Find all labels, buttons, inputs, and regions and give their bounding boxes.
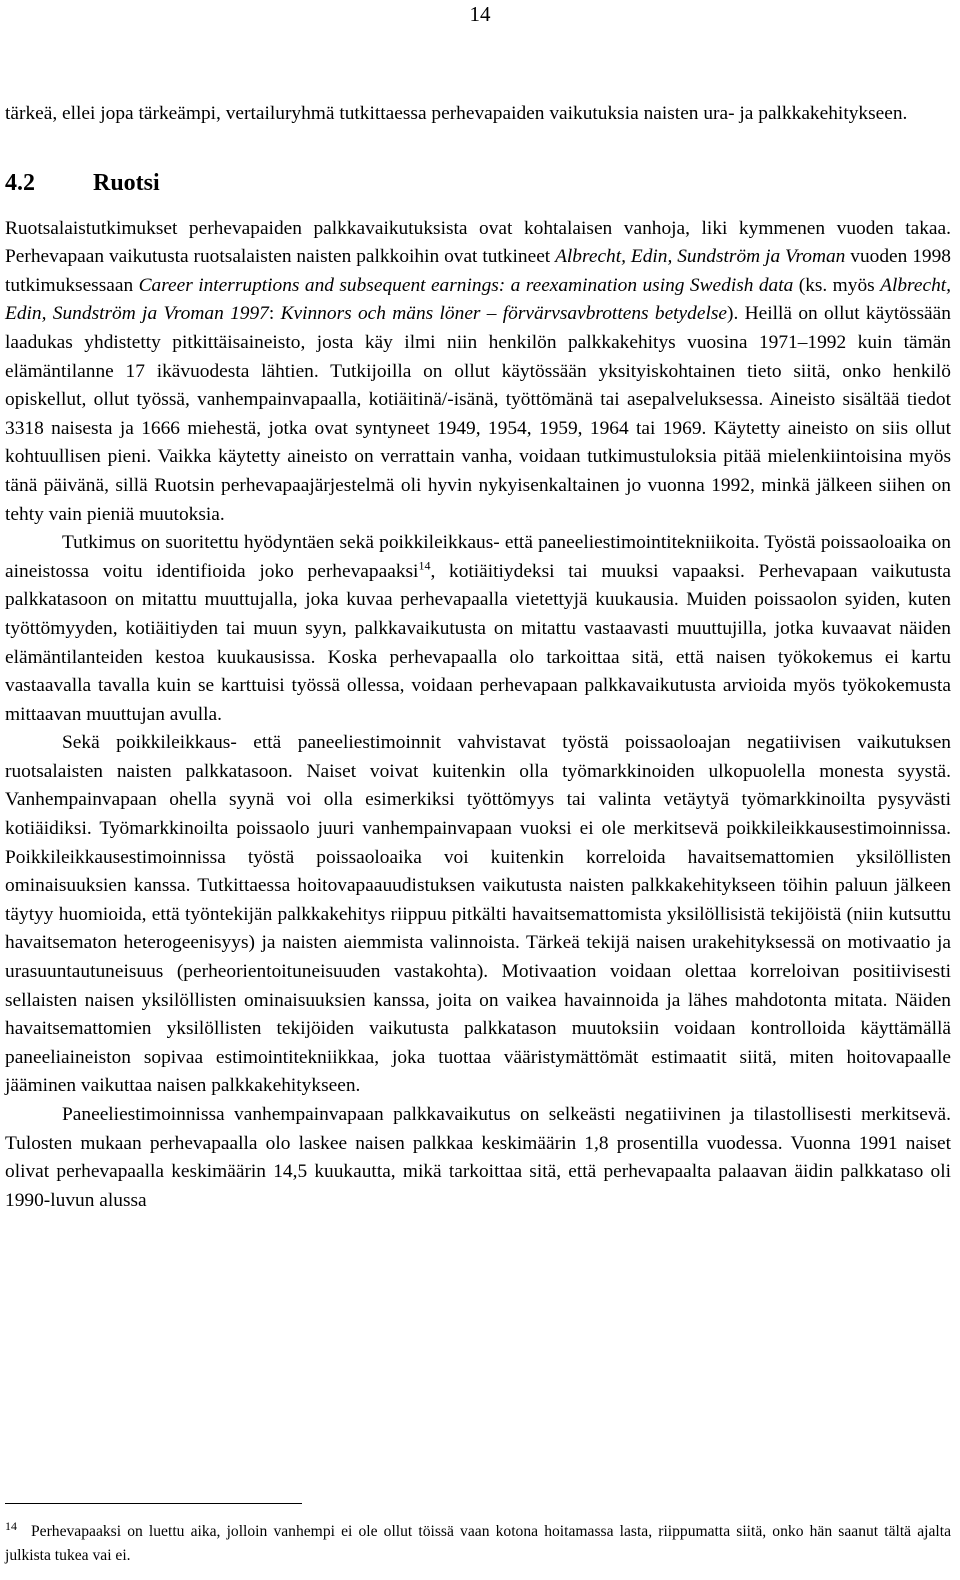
section-title: Ruotsi [93,169,160,196]
author-citation: Albrecht, Edin, Sundström ja Vroman 1997 [5,274,952,325]
section-number: 4.2 [5,169,35,196]
section-heading [5,169,951,197]
text-run: , kotiäitiydeksi tai muuksi vapaaksi. Perhevapaan vaikutusta palkkatasoon on mitattu muuttujalla, joka kuvaa perhevapaalla vietettyjä kuukausia. Muiden poissaolon syiden, kuten työttömyyden, kotiäitiyden tai muun syyn, palkkavaikutusta on mitattu vastaavasti muuttujilla, jotka kuvaavat näiden elämäntilanteiden kestoa kuukausissa. Koska perhevapaalla olo tarkoittaa sitä, että naisen työkokemus ei kartu vastaavalla tavalla kuin se karttuisi työssä ollessa, voidaan perhevapaan palkkavaikutusta arvioida myös työkokemusta mittaavan muuttujan avulla. [5,560,952,725]
footnote-mark: 14 [5,1518,17,1533]
footnote-reference: 14 [418,558,431,573]
paragraph-1 [5,215,951,530]
footnote [5,1520,951,1568]
text-run: vuoden 1998 tutkimuksessaan [5,246,951,296]
publication-title: Career interruptions and subsequent earnings: a reexamination using Swedish data [138,274,794,296]
text-run: (ks. myös [793,274,881,296]
footnote-divider [5,1503,302,1504]
text-run: Tutkimus on suoritettu hyödyntäen sekä poikkileikkaus- että paneeliestimointitekniikoita. Työstä poissaoloaika on aineistossa voitu identifioida joko perhevapaaksi [5,532,951,582]
text-run: Ruotsalaistutkimukset perhevapaiden palkkavaikutuksista ovat kohtalaisen vanhoja, liki kymmenen vuoden takaa. Perhevapaan vaikutusta ruotsalaisten naisten palkkoihin ovat tutkineet [5,217,951,268]
publication-title: Kvinnors och mäns löner – förvärvsavbrottens betydelse [280,303,728,325]
text-run: ). Heillä on ollut käytössään laadukas yhdistetty pitkittäisaineisto, josta käy ilmi niin henkilön palkkakehitys vuosina 1971–1992 kuin tämän elämäntilanne 17 ikävuodesta lähtien. Tutkijoilla on ollut käytössään yksityiskohtainen tieto siitä, onko henkilö opiskellut, ollut työssä, vanhempainvapaalla, kotiäitinä/-isänä, työttömänä tai asepalveluksessa. Aineisto sisältää tiedot 3318 naisesta ja 1666 miehestä, jotka ovat syntyneet 1949, 1954, 1959, 1964 tai 1969. Käytetty aineisto on siis ollut kohtuullisen pieni. Vaikka käytetty aineisto on verrattain vanha, voidaan tutkimustuloksia pitää mielenkiintoisina myös tänä päivänä, sillä Ruotsin perhevapaajärjestelmä oli hyvin nykyisenkaltainen jo vuonna 1992, minkä jälkeen siihen on tehty vain pieniä muutoksia. [5,303,951,525]
page-number: 14 [469,2,491,26]
text-run: : [268,303,281,325]
intro-paragraph: tärkeä, ellei jopa tärkeämpi, vertailuryhmä tutkittaessa perhevapaiden vaikutuksia naisten ura- ja palkkakehitykseen. [5,103,908,124]
paragraph-2 [5,529,951,729]
paragraph-3: Sekä poikkileikkaus- että paneeliestimoinnit vahvistavat työstä poissaoloajan negatiivisen vaikutuksen ruotsalaisten naisten palkkatasoon. Naiset voivat kuitenkin olla työmarkkinoiden ulkopuolella monesta syystä. Vanhempainvapaan ohella syynä voi olla esimerkiksi työttömyys tai valinta vetäytyä työmarkkinoilta pysyvästi kotiäidiksi. Työmarkkinoilta poissaolo juuri vanhempainvapaan vuoksi ei ole merkitsevä poikkileikkausestimoinnissa. Poikkileikkausestimoinnissa työstä poissaoloaika voi kuitenkin korreloida havaitsemattomien yksilöllisten ominaisuuksien kanssa. Tutkittaessa hoitovapaauudistuksen vaikutusta naisten palkkakehitykseen töihin paluun jälkeen täytyy huomioida, että työntekijän palkkakehitys riippuu pitkälti havaitsemattomista yksilöllisistä tekijöistä (niin kutsuttu havaitsematon heterogeenisyys) ja naisten aiemmista valinnoista. Tärkeä tekijä naisen urakehityksessä on motivaatio ja urasuuntautuneisuus (perheorientoituneisuuden vastakohta). Motivaation voidaan olettaa korreloivan positiivisesti sellaisten naisen yksilöllisten ominaisuuksien kanssa, joita on vaikea havainnoida ja lähes mahdotonta mitata. Näiden havaitsemattomien yksilöllisten tekijöiden vaikutusta palkkatason muutoksiin voidaan kontrolloida käyttämällä paneeliaineiston sopivaa estimointitekniikkaa, joka tuottaa vääristymättömät estimaatit siitä, miten hoitovapaalle jääminen vaikuttaa naisen palkkakehitykseen. [5,732,951,1097]
page-body [5,100,951,1215]
footnote-text: Perhevapaaksi on luettu aika, jolloin vanhempi ei ole ollut töissä vaan kotona hoitamassa lasta, riippumatta siitä, onko hän saanut tältä ajalta julkista tukea vai ei. [5,1523,951,1564]
paragraph-4: Paneeliestimoinnissa vanhempainvapaan palkkavaikutus on selkeästi negatiivinen ja tilastollisesti merkitsevä. Tulosten mukaan perhevapaalla olo laskee naisen palkkaa keskimäärin 1,8 prosentilla vuodessa. Vuonna 1991 naiset olivat perhevapaalla keskimäärin 14,5 kuukautta, mikä tarkoittaa sitä, että perhevapaalta palaavan äidin palkkataso oli 1990-luvun alussa [5,1104,951,1211]
author-citation: Albrecht, Edin, Sundström ja Vroman [555,246,846,268]
